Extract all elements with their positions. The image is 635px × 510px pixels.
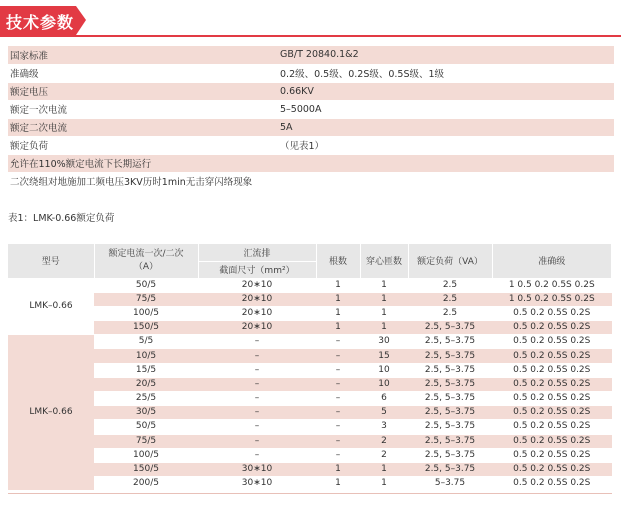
table-row <box>8 477 612 491</box>
count-cell: – <box>316 420 360 434</box>
load-cell: 2.5, 5–3.75 <box>408 406 492 420</box>
spec-key: 额定负荷 <box>8 136 278 154</box>
count-cell: 1 <box>316 477 360 491</box>
table-row <box>8 363 612 377</box>
current-cell: 100/5 <box>94 306 198 320</box>
spec-key: 国家标准 <box>8 46 278 64</box>
turns-cell: 1 <box>360 462 408 476</box>
turns-cell: 1 <box>360 278 408 292</box>
spec-value: 5A <box>278 118 614 136</box>
busbar-cell: 20∗10 <box>198 292 316 306</box>
header-accuracy: 准确级 <box>492 244 612 278</box>
current-cell: 75/5 <box>94 434 198 448</box>
turns-cell: 1 <box>360 477 408 491</box>
turns-cell: 15 <box>360 349 408 363</box>
header-model: 型号 <box>8 244 94 278</box>
accuracy-cell: 1 0.5 0.2 0.5S 0.2S <box>492 278 612 292</box>
table-row <box>8 292 612 306</box>
header-busbar-sub: 截面尺寸（mm²） <box>198 261 316 278</box>
current-cell: 50/5 <box>94 420 198 434</box>
busbar-cell: – <box>198 420 316 434</box>
load-cell: 2.5, 5–3.75 <box>408 462 492 476</box>
accuracy-cell: 0.5 0.2 0.5S 0.2S <box>492 434 612 448</box>
load-cell: 2.5, 5–3.75 <box>408 420 492 434</box>
spec-row <box>8 64 614 82</box>
spec-value: 0.66KV <box>278 82 614 100</box>
header-turns: 穿心匝数 <box>360 244 408 278</box>
model-cell: LMK–0.66 <box>8 278 94 335</box>
load-cell: 2.5 <box>408 292 492 306</box>
count-cell: – <box>316 349 360 363</box>
spec-row <box>8 172 614 190</box>
turns-cell: 5 <box>360 406 408 420</box>
accuracy-cell: 0.5 0.2 0.5S 0.2S <box>492 448 612 462</box>
count-cell: – <box>316 392 360 406</box>
busbar-cell: 30∗10 <box>198 477 316 491</box>
accuracy-cell: 0.5 0.2 0.5S 0.2S <box>492 349 612 363</box>
busbar-cell: 20∗10 <box>198 321 316 335</box>
spec-value: （见表1） <box>278 136 614 154</box>
table-row <box>8 306 612 320</box>
turns-cell: 1 <box>360 292 408 306</box>
table-row <box>8 434 612 448</box>
load-cell: 2.5 <box>408 306 492 320</box>
spec-value: GB/T 20840.1&2 <box>278 46 614 64</box>
spec-key: 允许在110%额定电流下长期运行 <box>8 154 614 172</box>
accuracy-cell: 0.5 0.2 0.5S 0.2S <box>492 335 612 349</box>
load-cell: 2.5, 5–3.75 <box>408 392 492 406</box>
busbar-cell: – <box>198 392 316 406</box>
turns-cell: 6 <box>360 392 408 406</box>
spec-row <box>8 154 614 172</box>
load-cell: 2.5 <box>408 278 492 292</box>
header-count: 根数 <box>316 244 360 278</box>
header-load: 额定负荷（VA） <box>408 244 492 278</box>
spec-row <box>8 100 614 118</box>
table-row <box>8 335 612 349</box>
turns-cell: 2 <box>360 448 408 462</box>
spec-value: 5–5000A <box>278 100 614 118</box>
turns-cell: 10 <box>360 377 408 391</box>
table-row <box>8 349 612 363</box>
section-title: 技术参数 <box>6 13 75 32</box>
table-caption: 表1：LMK-0.66额定负荷 <box>8 213 115 224</box>
spec-key: 额定电压 <box>8 82 278 100</box>
table-row <box>8 420 612 434</box>
count-cell: 1 <box>316 292 360 306</box>
spec-table <box>8 46 614 191</box>
busbar-cell: – <box>198 335 316 349</box>
current-cell: 20/5 <box>94 377 198 391</box>
accuracy-cell: 0.5 0.2 0.5S 0.2S <box>492 321 612 335</box>
header-divider <box>0 35 621 37</box>
accuracy-cell: 0.5 0.2 0.5S 0.2S <box>492 306 612 320</box>
spec-key: 额定一次电流 <box>8 100 278 118</box>
current-cell: 50/5 <box>94 278 198 292</box>
table-row <box>8 462 612 476</box>
count-cell: – <box>316 406 360 420</box>
table-row <box>8 448 612 462</box>
count-cell: – <box>316 377 360 391</box>
count-cell: – <box>316 448 360 462</box>
accuracy-cell: 0.5 0.2 0.5S 0.2S <box>492 406 612 420</box>
spec-row <box>8 136 614 154</box>
current-cell: 100/5 <box>94 448 198 462</box>
spec-key: 额定二次电流 <box>8 118 278 136</box>
load-cell: 5–3.75 <box>408 477 492 491</box>
table-row <box>8 406 612 420</box>
turns-cell: 2 <box>360 434 408 448</box>
spec-value: 0.2级、0.5级、0.2S级、0.5S级、1级 <box>278 64 614 82</box>
busbar-cell: – <box>198 406 316 420</box>
accuracy-cell: 0.5 0.2 0.5S 0.2S <box>492 462 612 476</box>
header-busbar: 汇流排 <box>198 244 316 261</box>
accuracy-cell: 0.5 0.2 0.5S 0.2S <box>492 420 612 434</box>
load-cell: 2.5, 5–3.75 <box>408 434 492 448</box>
load-cell: 2.5, 5–3.75 <box>408 377 492 391</box>
current-cell: 75/5 <box>94 292 198 306</box>
current-cell: 15/5 <box>94 363 198 377</box>
current-cell: 5/5 <box>94 335 198 349</box>
count-cell: – <box>316 363 360 377</box>
load-cell: 2.5, 5–3.75 <box>408 321 492 335</box>
count-cell: – <box>316 434 360 448</box>
turns-cell: 1 <box>360 306 408 320</box>
count-cell: 1 <box>316 321 360 335</box>
accuracy-cell: 1 0.5 0.2 0.5S 0.2S <box>492 292 612 306</box>
count-cell: – <box>316 335 360 349</box>
current-cell: 150/5 <box>94 321 198 335</box>
load-cell: 2.5, 5–3.75 <box>408 448 492 462</box>
accuracy-cell: 0.5 0.2 0.5S 0.2S <box>492 363 612 377</box>
turns-cell: 10 <box>360 363 408 377</box>
current-cell: 10/5 <box>94 349 198 363</box>
header-current: 额定电流一次/二次 （A） <box>94 244 198 278</box>
table-row <box>8 377 612 391</box>
turns-cell: 30 <box>360 335 408 349</box>
turns-cell: 3 <box>360 420 408 434</box>
busbar-cell: 30∗10 <box>198 462 316 476</box>
count-cell: 1 <box>316 462 360 476</box>
turns-cell: 1 <box>360 321 408 335</box>
table-row <box>8 278 612 292</box>
model-cell: LMK–0.66 <box>8 335 94 491</box>
load-table <box>8 244 612 491</box>
busbar-cell: 20∗10 <box>198 306 316 320</box>
table-row <box>8 392 612 406</box>
busbar-cell: – <box>198 349 316 363</box>
current-cell: 25/5 <box>94 392 198 406</box>
load-cell: 2.5, 5–3.75 <box>408 363 492 377</box>
spec-key: 准确级 <box>8 64 278 82</box>
accuracy-cell: 0.5 0.2 0.5S 0.2S <box>492 477 612 491</box>
busbar-cell: – <box>198 363 316 377</box>
load-cell: 2.5, 5–3.75 <box>408 349 492 363</box>
busbar-cell: – <box>198 434 316 448</box>
count-cell: 1 <box>316 306 360 320</box>
spec-row <box>8 82 614 100</box>
count-cell: 1 <box>316 278 360 292</box>
accuracy-cell: 0.5 0.2 0.5S 0.2S <box>492 392 612 406</box>
table-row <box>8 321 612 335</box>
table-bottom-rule <box>8 493 612 494</box>
load-cell: 2.5, 5–3.75 <box>408 335 492 349</box>
spec-row <box>8 46 614 64</box>
accuracy-cell: 0.5 0.2 0.5S 0.2S <box>492 377 612 391</box>
section-header <box>0 6 621 36</box>
current-cell: 30/5 <box>94 406 198 420</box>
busbar-cell: – <box>198 448 316 462</box>
busbar-cell: – <box>198 377 316 391</box>
spec-row <box>8 118 614 136</box>
current-cell: 150/5 <box>94 462 198 476</box>
busbar-cell: 20∗10 <box>198 278 316 292</box>
spec-key: 二次绕组对地施加工频电压3KV历时1min无击穿闪络现象 <box>8 172 614 190</box>
current-cell: 200/5 <box>94 477 198 491</box>
